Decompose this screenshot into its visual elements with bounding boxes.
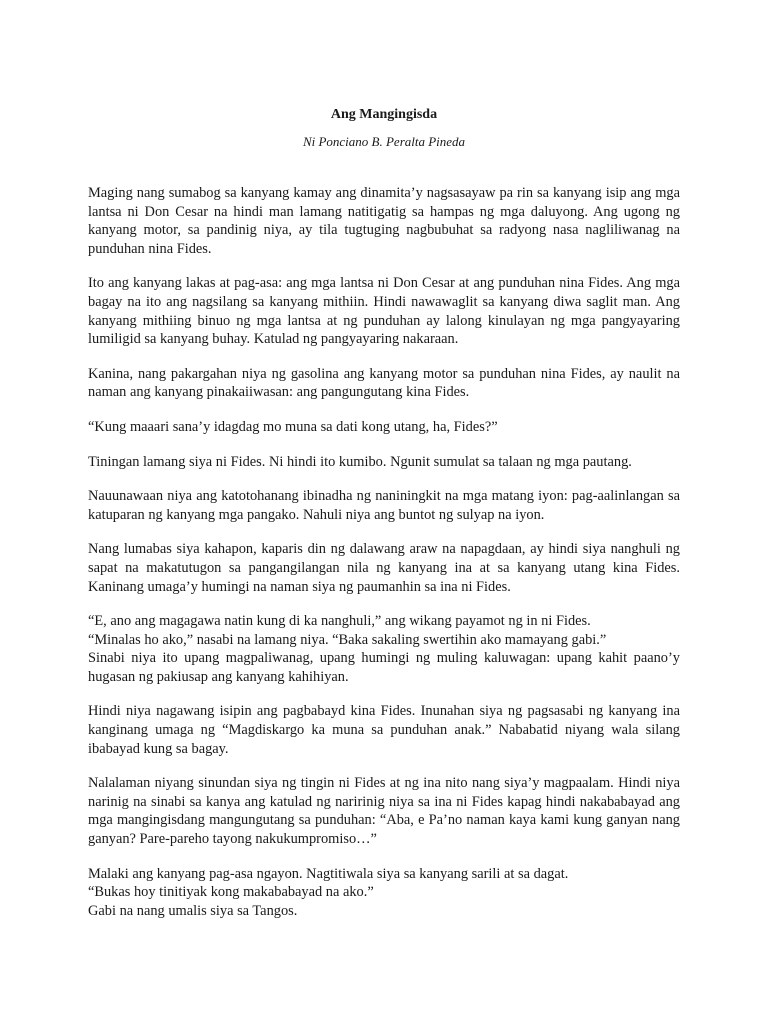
paragraph: Maging nang sumabog sa kanyang kamay ang dinamita’y nagsasayaw pa rin sa kanyang isip ang mga lantsa ni Don Cesar na hindi man lamang natitigatig sa hampas ng mga daluyong. Ang ugong ng kanyang motor, sa pandinig niya, ay tila tugtuging nagbubuhat sa radyong nasa nagliliwanag na punduhan nina Fides. bbox=[88, 185, 680, 257]
paragraph: Kanina, nang pakargahan niya ng gasolina ang kanyang motor sa punduhan nina Fides, ay naulit na naman ang kanyang pinakaiiwasan: ang pangungutang kina Fides. bbox=[88, 365, 680, 401]
dialogue-line: “E, ano ang magagawa natin kung di ka nanghuli,” ang wikang payamot ng in ni Fides. bbox=[88, 613, 591, 630]
dialogue-block bbox=[88, 612, 680, 686]
paragraph: Nalalaman niyang sinundan siya ng tingin ni Fides at ng ina nito nang siya’y magpaalam. Hindi niya narinig na sinabi sa kanya ang katulad ng naririnig niya sa ina ni Fides kapag hindi nakababayad ang mga mangingisdang mangungutang sa punduhan: “Aba, e Pa’no naman kaya kami kung ganyan nang ganyan? Pare-pareho tayong nakukumpromiso…” bbox=[88, 775, 680, 848]
paragraph: Nauunawaan niya ang katotohanang ibinadha ng naniningkit na mga matang iyon: pag-aalinlangan sa katuparan ng kanyang mga pangako. Nahuli niya ang buntot ng sulyap na iyon. bbox=[88, 488, 680, 523]
document-body bbox=[88, 184, 680, 920]
dialogue-line: “Minalas ho ako,” nasabi na lamang niya. “Baka sakaling swertihin ako mamayang gabi.” bbox=[88, 631, 607, 648]
document-title: Ang Mangingisda bbox=[330, 107, 438, 122]
paragraph: Ito ang kanyang lakas at pag-asa: ang mga lantsa ni Don Cesar at ang punduhan nina Fides. Ang mga bagay na ito ang nagsilang sa kanyang mithiin. Hindi nawawaglit sa kanyang diwa saglit man. Ang kanyang mithiing binuo ng mga lantsa at ng punduhan ay lalong kinulayan ng mga pangyayaring lumiligid sa kanyang buhay. Katulad ng pangyayaring nakaraan. bbox=[88, 275, 680, 348]
closing-block bbox=[88, 865, 680, 921]
closing-line: Gabi na nang umalis siya sa Tangos. bbox=[88, 902, 298, 919]
closing-line: “Bukas hoy tinitiyak kong makababayad na ako.” bbox=[88, 884, 374, 901]
paragraph: Nang lumabas siya kahapon, kaparis din ng dalawang araw na napagdaan, ay hindi siya nanghuli ng sapat na makatutugon sa pangangilangan nila ng kanyang ina at sa kanyang utang kina Fides. Kaninang umaga’y humingi na naman siya ng paumanhin sa ina ni Fides. bbox=[88, 541, 680, 595]
paragraph: Tiningan lamang siya ni Fides. Ni hindi ito kumibo. Ngunit sumulat sa talaan ng mga pautang. bbox=[88, 453, 632, 470]
paragraph: “Kung maaari sana’y idagdag mo muna sa dati kong utang, ha, Fides?” bbox=[88, 418, 498, 435]
dialogue-line: Sinabi niya ito upang magpaliwanag, upang humingi ng muling kaluwagan: upang kahit paano’y hugasan ng pakiusap ang kanyang kahihiyan. bbox=[88, 650, 680, 685]
paragraph: Hindi niya nagawang isipin ang pagbabayd kina Fides. Inunahan siya ng pagsasabi ng kanyang ina kanginang umaga ng “Magdiskargo ka muna sa punduhan anak.” Nababatid niyang wala silang ibabayad kung sa bagay. bbox=[88, 703, 680, 757]
document-author: Ni Ponciano B. Peralta Pineda bbox=[302, 134, 466, 149]
closing-line: Malaki ang kanyang pag-asa ngayon. Nagtitiwala siya sa kanyang sarili at sa dagat. bbox=[88, 865, 569, 882]
